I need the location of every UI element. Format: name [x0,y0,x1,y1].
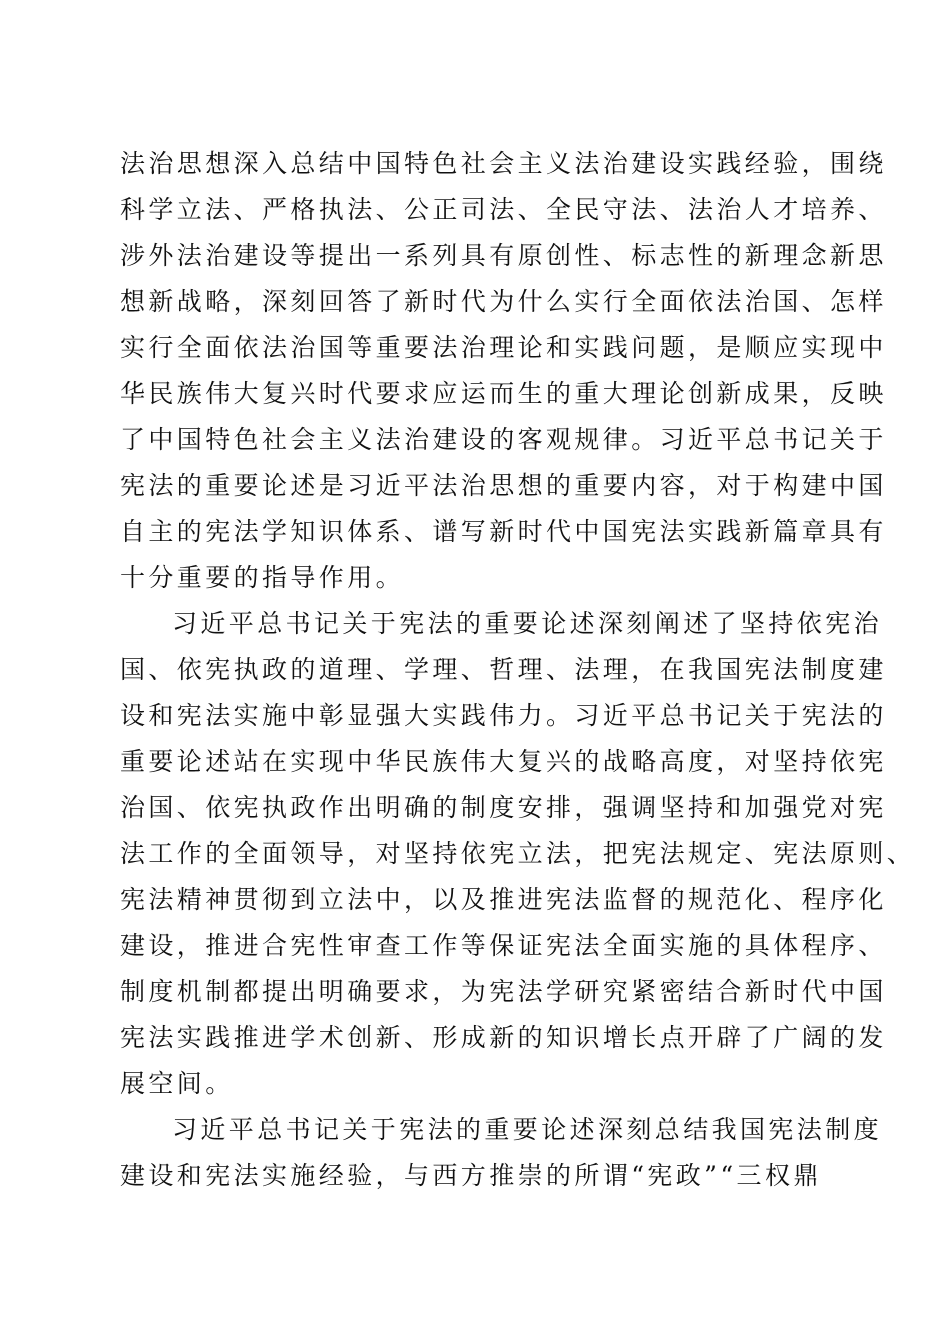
text-line: 治国、依宪执政作出明确的制度安排，强调坚持和加强党对宪 [120,793,887,822]
text-line: 建设和宪法实施经验，与西方推崇的所谓“宪政”“三权鼎 [120,1161,822,1190]
text-line: 设和宪法实施中彰显强大实践伟力。习近平总书记关于宪法的 [120,701,887,730]
text-line: 重要论述站在实现中华民族伟大复兴的战略高度，对坚持依宪 [120,747,887,776]
text-line: 了中国特色社会主义法治建设的客观规律。习近平总书记关于 [120,425,887,454]
paragraph-first-line: 习近平总书记关于宪法的重要论述深刻阐述了坚持依宪治 [172,609,883,638]
text-line: 宪法精神贯彻到立法中，以及推进宪法监督的规范化、程序化 [120,885,887,914]
text-line: 实行全面依法治国等重要法治理论和实践问题，是顺应实现中 [120,333,887,362]
text-line: 涉外法治建设等提出一系列具有原创性、标志性的新理念新思 [120,241,887,270]
text-line: 法工作的全面领导，对坚持依宪立法，把宪法规定、宪法原则、 [120,839,916,868]
text-line: 科学立法、严格执法、公正司法、全民守法、法治人才培养、 [120,195,887,224]
text-line: 华民族伟大复兴时代要求应运而生的重大理论创新成果，反映 [120,379,887,408]
text-line: 国、依宪执政的道理、学理、哲理、法理，在我国宪法制度建 [120,655,887,684]
text-line: 宪法实践推进学术创新、形成新的知识增长点开辟了广阔的发 [120,1023,887,1052]
text-line: 自主的宪法学知识体系、谱写新时代中国宪法实践新篇章具有 [120,517,887,546]
paragraph-first-line: 习近平总书记关于宪法的重要论述深刻总结我国宪法制度 [172,1115,883,1144]
text-line: 建设，推进合宪性审查工作等保证宪法全面实施的具体程序、 [120,931,887,960]
text-line: 宪法的重要论述是习近平法治思想的重要内容，对于构建中国 [120,471,887,500]
text-line: 十分重要的指导作用。 [120,563,405,592]
text-line: 法治思想深入总结中国特色社会主义法治建设实践经验，围绕 [120,149,887,178]
text-line: 展空间。 [120,1069,234,1098]
text-line: 制度机制都提出明确要求，为宪法学研究紧密结合新时代中国 [120,977,887,1006]
text-line: 想新战略，深刻回答了新时代为什么实行全面依法治国、怎样 [120,287,887,316]
